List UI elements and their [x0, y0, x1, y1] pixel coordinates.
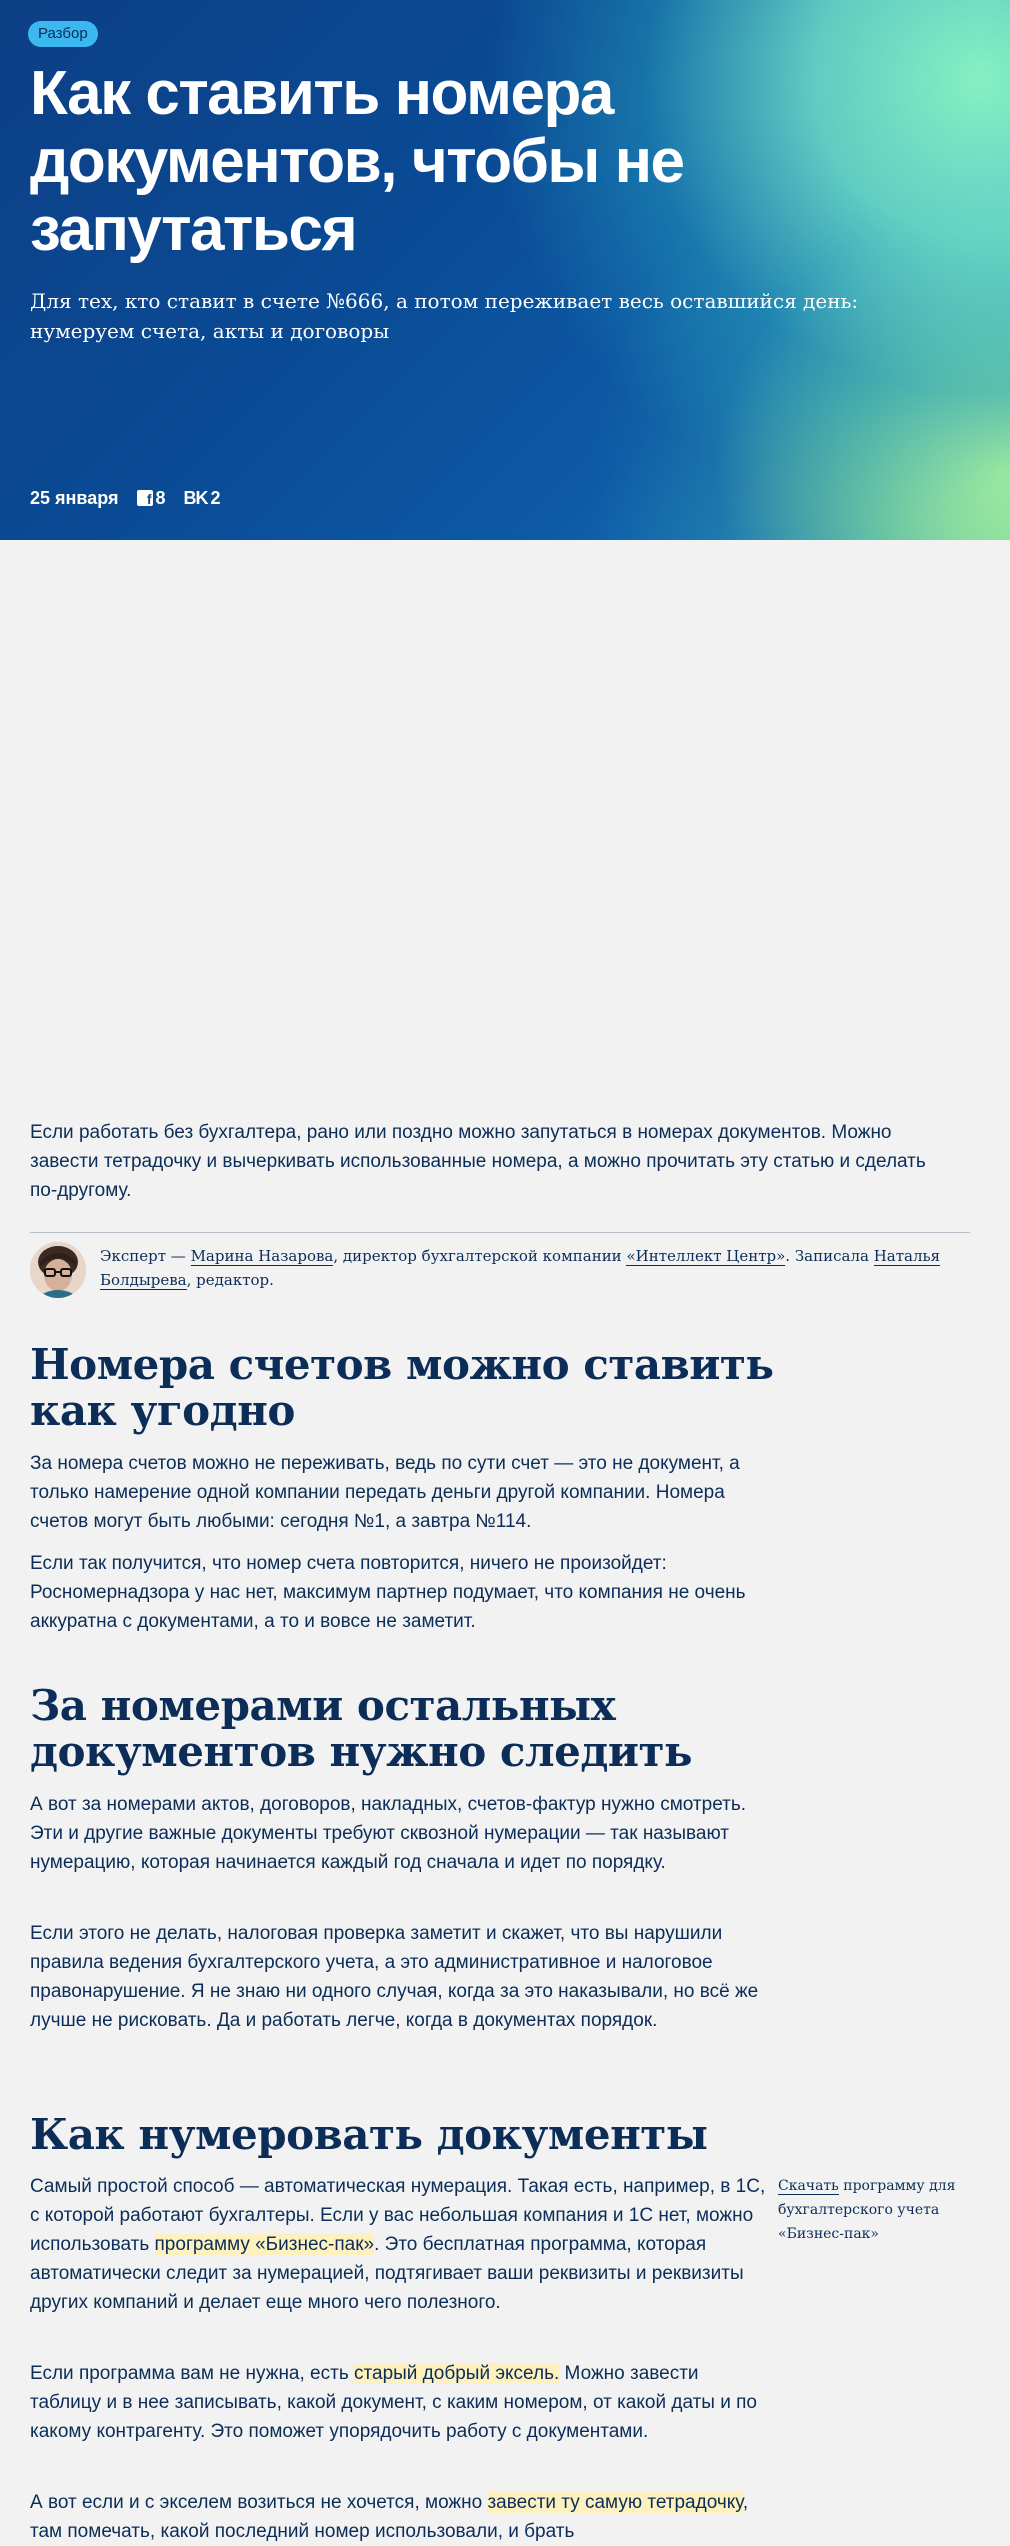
paragraph: [30, 2172, 770, 2317]
expert-name-link[interactable]: Марина Назарова: [190, 1247, 334, 1265]
article-meta: [30, 486, 221, 510]
download-link[interactable]: Скачать: [778, 2178, 839, 2194]
facebook-share-button[interactable]: [137, 488, 166, 509]
article-lead: Если работать без бухгалтера, рано или поздно можно запутаться в номерах документов. Можно завести тетрадочку и вычеркивать использованные номера, а можно прочитать эту статью и сделать по-другому.: [30, 1122, 926, 1201]
facebook-count: 8: [155, 487, 166, 508]
text: Если программа вам не нужна, есть: [30, 2363, 355, 2384]
paragraph: Если этого не делать, налоговая проверка заметит и скажет, что вы нарушили правила ведения бухгалтерского учета, а это административное и налоговое правонарушение. Я не знаю ни одного случая, когда за это наказывали, но всё же лучше не рисковать. Да и работать легче, когда в документах порядок.: [30, 1923, 759, 2031]
facebook-icon: f: [137, 490, 153, 506]
divider: [30, 1232, 970, 1233]
article-subtitle: Для тех, кто ставит в счете №666, а потом переживает весь оставшийся день: нумеруем счета, акты и договоры: [30, 289, 859, 343]
text: Самый простой способ — автоматическая нумерация. Такая есть, например, в 1С, с которой работают бухгалтеры. Если у вас небольшая компания и 1С нет, можно использовать: [30, 2176, 766, 2255]
vk-icon: ВK: [183, 487, 208, 508]
category-badge[interactable]: Разбор: [28, 21, 98, 47]
expert-role: , директор бухгалтерской компании: [333, 1247, 627, 1265]
section-heading: Как нумеровать документы: [30, 2110, 708, 2159]
expert-caption: [100, 1244, 970, 1292]
section-heading: За номерами остальных документов нужно следить: [30, 1681, 693, 1776]
paragraph: Если так получится, что номер счета повторится, ничего не произойдет: Росномернадзора у нас нет, максимум партнер подумает, что компания не очень аккуратна с документами, а то и вовсе не заметит.: [30, 1553, 746, 1632]
paragraph: [30, 2359, 770, 2446]
paragraph: А вот за номерами актов, договоров, накладных, счетов-фактур нужно смотреть. Эти и другие важные документы требуют сквозной нумерации — так называют нумерацию, которая начинается каждый год сначала и идет по порядку.: [30, 1794, 747, 1873]
article-title: Как ставить номера документов, чтобы не запутаться: [30, 59, 684, 264]
company-link[interactable]: «Интеллект Центр»: [626, 1247, 786, 1265]
expert-avatar: [30, 1242, 86, 1298]
business-pack-link[interactable]: программу «Бизнес-пак»: [154, 2234, 375, 2255]
sidenote-text: программу для бухгалтерского учета «Бизнес-пак»: [778, 2178, 956, 2242]
text: . Это бесплатная программа, которая автоматически следит за нумерацией, подтягивает ваши реквизиты и реквизиты других компаний и делает еще много чего полезного.: [30, 2234, 744, 2313]
editor-role: , редактор.: [186, 1271, 274, 1289]
section-heading: Номера счетов можно ставить как угодно: [30, 1340, 774, 1435]
text: Можно завести таблицу и в нее записывать, какой документ, с каким номером, от какой даты и по какому контрагенту. Это поможет упорядочить работу с документами.: [30, 2363, 757, 2442]
vk-count: 2: [210, 487, 221, 508]
expert-prefix: Эксперт —: [100, 1247, 191, 1265]
expert-block: [30, 1242, 970, 1296]
paragraph: За номера счетов можно не переживать, ведь по сути счет — это не документ, а только намерение одной компании передать деньги другой компании. Номера счетов могут быть любыми: сегодня №1, а завтра №114.: [30, 1453, 740, 1532]
text: , там помечать, какой последний номер использовали, и брать: [30, 2492, 749, 2542]
editor-link[interactable]: Наталья Болдырева: [100, 1247, 941, 1289]
vk-share-button[interactable]: [184, 488, 221, 509]
excel-link[interactable]: старый добрый эксель.: [354, 2363, 560, 2384]
notebook-link[interactable]: завести ту самую тетрадочку: [487, 2492, 743, 2513]
paragraph: [30, 2488, 770, 2546]
text: А вот если и с экселем возиться не хочется, можно: [30, 2492, 488, 2513]
publish-date: 25 января: [30, 487, 119, 508]
recorded-by: . Записала: [785, 1247, 874, 1265]
sidenote: [778, 2174, 998, 2246]
article-header: [0, 0, 1010, 540]
